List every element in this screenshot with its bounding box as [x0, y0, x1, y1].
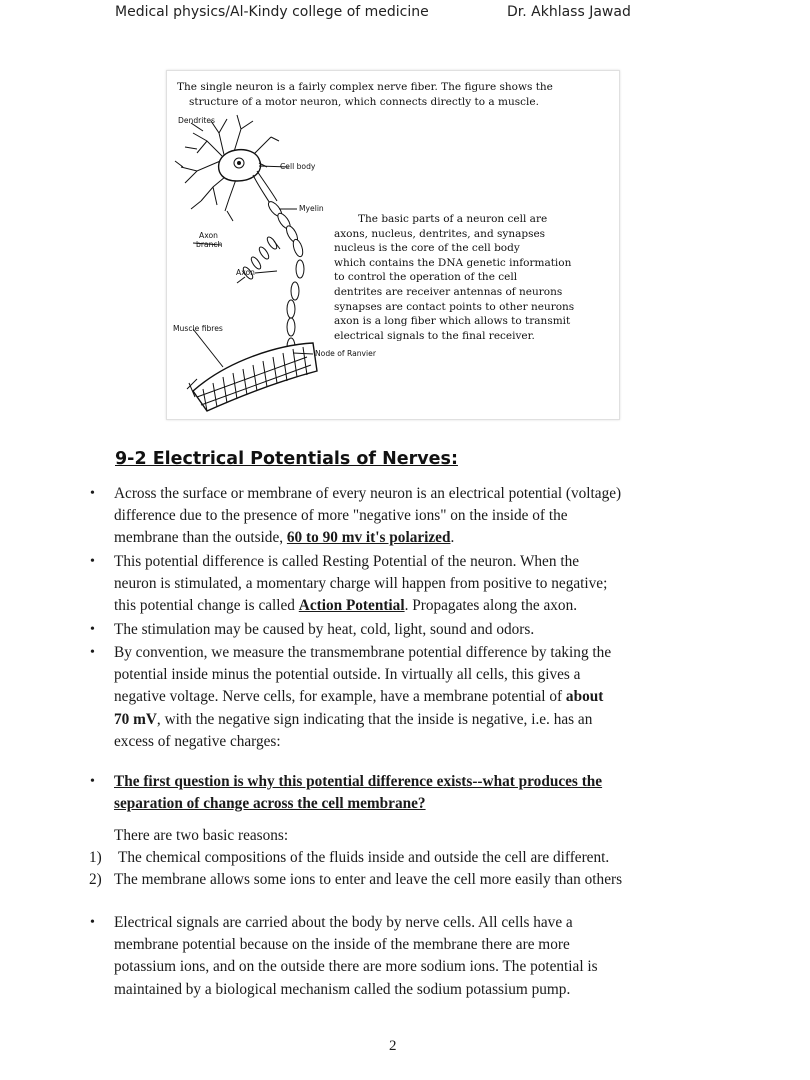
figure-paragraph-line: which contains the DNA genetic information [334, 256, 572, 269]
polarized-range: 60 to 90 mv it's polarized [286, 529, 451, 547]
text-line [114, 686, 689, 708]
text-line: By convention, we measure the transmembrane potential difference by taking the [114, 644, 612, 661]
text-line: potassium ions, and on the outside there are more sodium ions. The potential is [114, 958, 598, 976]
figure-paragraph-line: axons, nucleus, dentrites, and synapses [334, 227, 546, 240]
header-right: Dr. Akhlass Jawad [507, 4, 631, 20]
bullet-icon: • [90, 554, 95, 569]
bullet-paragraph-5 [90, 771, 689, 815]
text-line: Across the surface or membrane of every neuron is an electrical potential (voltage) [114, 485, 622, 502]
text-line [114, 527, 689, 549]
bullet-paragraph-6 [90, 912, 689, 1001]
figure-paragraph-line: axon is a long fiber which allows to transmit [334, 315, 571, 328]
label-axon-branch-1: Axon [199, 231, 218, 240]
figure-paragraph-line: to control the operation of the cell [334, 271, 518, 284]
bold-run: about [565, 688, 604, 706]
label-dendrites: Dendrites [178, 116, 215, 125]
bullet-icon: • [90, 645, 95, 660]
text-run: . Propagates along the axon. [404, 597, 578, 615]
question-line: separation of change across the cell membrane? [114, 795, 426, 813]
action-potential-term: Action Potential [298, 597, 405, 615]
bullet-paragraph-4 [90, 642, 689, 753]
figure-caption-line1: The single neuron is a fairly complex nerve fiber. The figure shows the [177, 81, 553, 93]
text-line: difference due to the presence of more "negative ions" on the inside of the [114, 507, 568, 525]
neuron-figure [166, 70, 620, 420]
cell-body [219, 150, 261, 181]
text-line: neuron is stimulated, a momentary charge will happen from positive to negative; [114, 575, 608, 593]
text-run: . [450, 529, 455, 547]
reason-text: The chemical compositions of the fluids inside and outside the cell are different. [118, 849, 610, 866]
figure-paragraph [334, 212, 614, 343]
figure-paragraph-line: The basic parts of a neuron cell are [358, 213, 548, 225]
text-line: maintained by a biological mechanism called the sodium potassium pump. [114, 980, 571, 998]
reason-number: 1) [89, 849, 102, 866]
text-run: negative voltage. Nerve cells, for example, have a membrane potential of [114, 688, 566, 706]
bullet-paragraph-3 [90, 619, 689, 641]
label-muscle-fibres: Muscle fibres [173, 324, 223, 333]
figure-paragraph-line: synapses are contact points to other neurons [334, 300, 575, 313]
text-line: excess of negative charges: [114, 732, 281, 750]
membrane-potential-value: 70 mV [114, 710, 157, 728]
question-line: The first question is why this potential difference exists--what produces the [114, 773, 603, 790]
figure-paragraph-line: electrical signals to the final receiver. [334, 329, 535, 342]
page-number: 2 [389, 1038, 397, 1054]
header-left: Medical physics/Al-Kindy college of medicine [115, 4, 429, 20]
bullet-paragraph-2 [90, 551, 689, 618]
text-line [114, 595, 689, 617]
label-axon: Axon [236, 268, 255, 277]
text-line: potential inside minus the potential outside. In virtually all cells, this gives a [114, 666, 581, 684]
text-line: The stimulation may be caused by heat, cold, light, sound and odors. [114, 621, 535, 638]
text-run: , with the negative sign indicating that the inside is negative, i.e. has an [156, 710, 593, 728]
reason-number: 2) [89, 871, 102, 888]
figure-paragraph-line: nucleus is the core of the cell body [334, 242, 520, 255]
label-myelin: Myelin [299, 204, 324, 213]
bullet-icon: • [90, 915, 95, 930]
label-axon-branch-2: branch [196, 240, 223, 249]
figure-paragraph-line: dentrites are receiver antennas of neurons [334, 285, 563, 298]
text-line: This potential difference is called Resting Potential of the neuron. When the [114, 553, 580, 570]
text-run: membrane than the outside, [114, 529, 287, 547]
bullet-icon: • [90, 486, 95, 501]
bullet-icon: • [90, 774, 95, 789]
text-run: this potential change is called [114, 597, 299, 615]
label-cell-body: Cell body [280, 162, 316, 171]
reasons-intro: There are two basic reasons: [114, 827, 289, 844]
section-heading: 9-2 Electrical Potentials of Nerves: [115, 449, 458, 469]
text-line [114, 709, 689, 731]
text-line: membrane potential because on the inside of the membrane there are more [114, 936, 570, 954]
bullet-paragraph-1 [90, 483, 689, 550]
myelin-sheath [242, 200, 305, 356]
text-line: Electrical signals are carried about the body by nerve cells. All cells have a [114, 914, 573, 931]
bullet-icon: • [90, 622, 95, 637]
figure-caption-line2: structure of a motor neuron, which connects directly to a muscle. [189, 96, 539, 108]
label-node-of-ranvier: Node of Ranvier [315, 349, 376, 358]
reason-text: The membrane allows some ions to enter and leave the cell more easily than others [114, 871, 623, 888]
